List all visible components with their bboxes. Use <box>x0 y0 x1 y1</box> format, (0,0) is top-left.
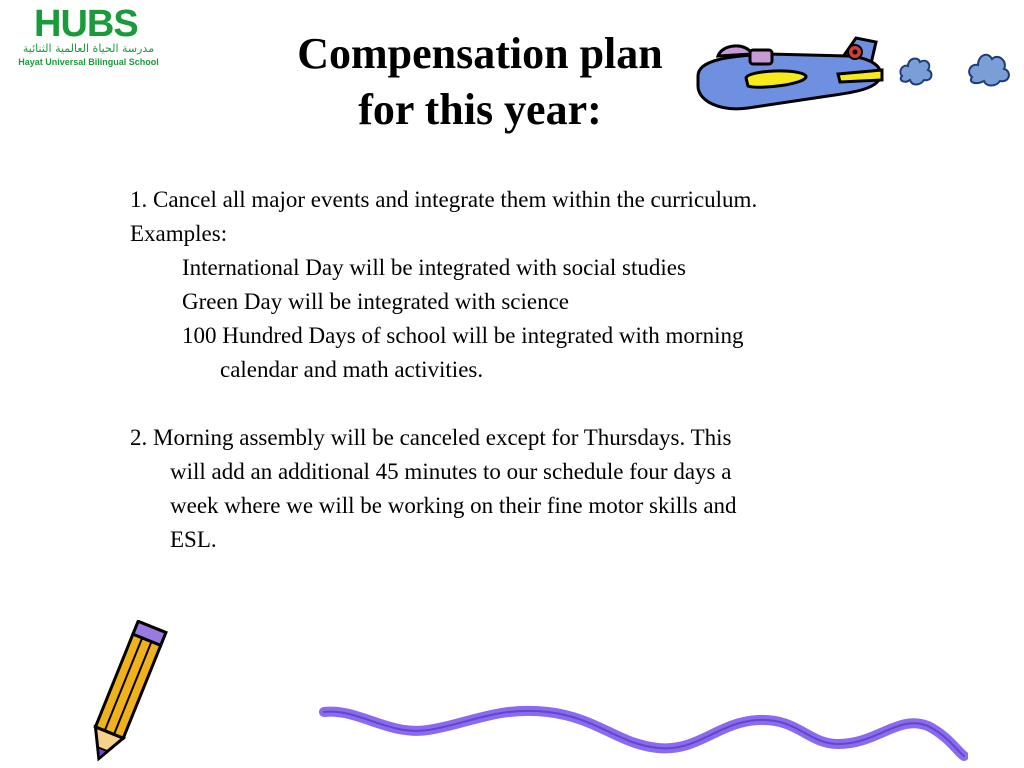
cloud-icon <box>966 47 1012 89</box>
slide-body <box>130 183 930 557</box>
airplane-icon <box>688 34 888 116</box>
logo-mark: HUBS <box>34 3 138 45</box>
title-line-2: for this year: <box>358 85 602 134</box>
cloud-icon <box>896 50 936 90</box>
item-1: 1. Cancel all major events and integrate them within the curriculum. <box>130 187 758 212</box>
example-3-line-2: calendar and math activities. <box>220 357 484 382</box>
example-3-line-1: 100 Hundred Days of school will be integrated with morning <box>182 323 744 348</box>
title-line-1: Compensation plan <box>297 29 663 78</box>
item-2-line-3: week where we will be working on their fine motor skills and <box>170 493 737 518</box>
examples-label: Examples: <box>130 221 228 246</box>
slide-title <box>240 26 720 138</box>
item-2-line-1: 2. Morning assembly will be canceled except for Thursdays. This <box>130 425 732 450</box>
pencil-icon <box>80 620 172 768</box>
paragraph-gap <box>130 387 930 421</box>
logo-arabic-name: مدرسة الحياة العالمية الثنائية <box>22 42 155 55</box>
school-logo <box>6 2 171 72</box>
example-2: Green Day will be integrated with science <box>182 289 570 314</box>
example-1: International Day will be integrated with social studies <box>182 255 686 280</box>
logo-english-name: Hayat Universal Bilingual School <box>18 57 159 67</box>
squiggle-decoration <box>318 700 968 768</box>
item-2-line-2: will add an additional 45 minutes to our schedule four days a <box>170 459 732 484</box>
item-2-line-4: ESL. <box>170 527 217 552</box>
